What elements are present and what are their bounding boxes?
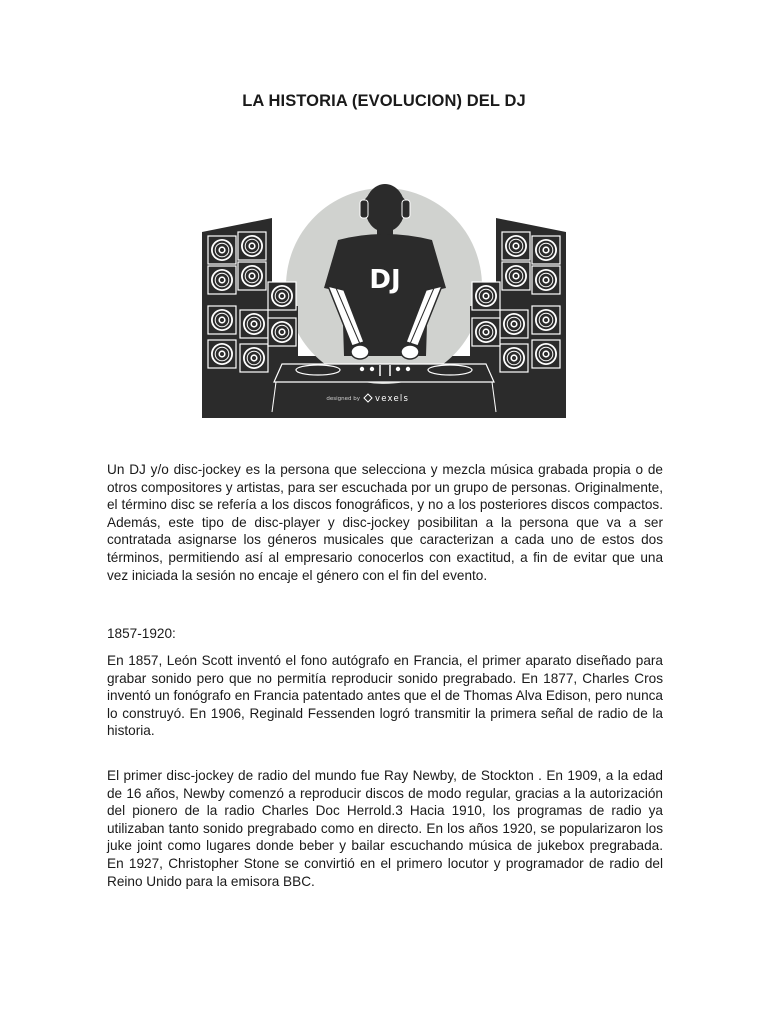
brand-label: vexels: [375, 394, 410, 404]
dj-illustration: [202, 156, 566, 418]
history-paragraph-2: El primer disc-jockey de radio del mundo fue Ray Newby, de Stockton . En 1909, a la edad de 16 años, Newby comenzó a reproducir discos de modo regular, gracias a la autorización del pionero de la radio Charles Doc Herrold.3 Hacia 1910, los programas de radio ya utilizaban tanto sonido pregrabado como en directo. En los años 1920, se popularizaron los juke joint como lugares donde beber y bailar escuchando música de jukebox pregrabada. En 1927, Christopher Stone se convirtió en el primero locutor y programador de radio del Reino Unido para la emisora BBC.: [107, 768, 663, 889]
credit-label: designed by: [326, 396, 360, 402]
intro-paragraph: Un DJ y/o disc-jockey es la persona que selecciona y mezcla música grabada propia o de otros compositores y artistas, para ser escuchada por un grupo de personas. Originalmente, el término disc se refería a los discos fonográficos, y no a los posteriores discos compactos. Además, este tipo de disc-player y disc-jockey posibilitan a la persona que va a ser contratada asignarse los géneros musicales que caracterizan a cada uno de estos dos términos, permitiendo así al empresario conocerlos con exactitud, a fin de evitar que una vez iniciada la sesión no encaje el género con el fin del evento.: [107, 462, 663, 583]
period-heading: 1857-1920:: [107, 626, 176, 641]
shirt-text: DJ: [369, 265, 401, 295]
history-paragraph-1: En 1857, León Scott inventó el fono autógrafo en Francia, el primer aparato diseñado para grabar sonido pero que no permitía reproducir sonido pregrabado. En 1877, Charles Cros inventó un fonógrafo en Francia patentado antes que el de Thomas Alva Edison, pero nunca lo construyó. En 1906, Reginald Fessenden logró transmitir la primera señal de radio de la historia.: [107, 653, 663, 739]
page-title: LA HISTORIA (EVOLUCION) DEL DJ: [242, 92, 526, 110]
